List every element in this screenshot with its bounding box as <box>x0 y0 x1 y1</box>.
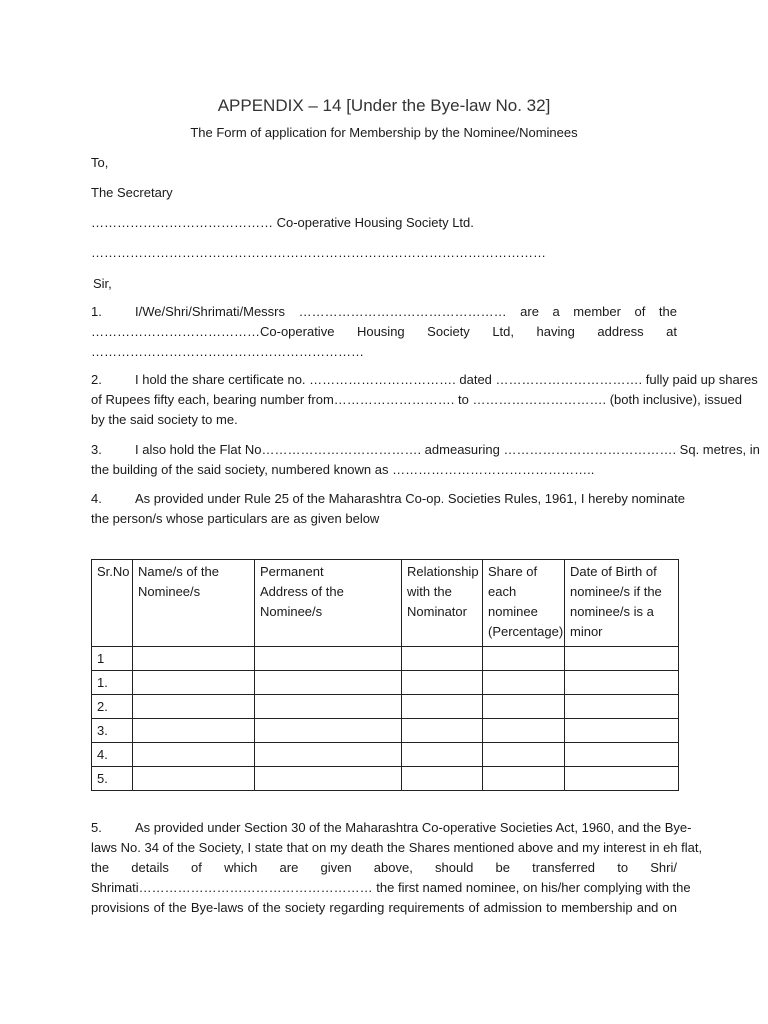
table-row <box>92 647 679 671</box>
table-row <box>92 719 679 743</box>
nominee-table <box>91 559 679 791</box>
clause-number: 5. <box>91 820 102 835</box>
clause-text: the building of the said society, numbered known as ……………………………………….. <box>91 462 595 477</box>
relationship-cell[interactable] <box>402 767 483 791</box>
row-number: 3. <box>92 719 133 743</box>
relationship-cell[interactable] <box>402 743 483 767</box>
relationship-cell[interactable] <box>402 719 483 743</box>
row-number: 1. <box>92 671 133 695</box>
header-nominee-name: Name/s of the Nominee/s <box>133 560 255 647</box>
table-row <box>92 695 679 719</box>
society-name-line: …………………………………… Co-operative Housing Society Ltd. <box>91 215 474 230</box>
clause-text: I hold the share certificate no. ……………………………. dated ……………………………. fully paid up shares <box>135 372 758 387</box>
dob-cell[interactable] <box>565 695 679 719</box>
table-row <box>92 671 679 695</box>
clause-text: Shrimati……………………………………………… the first named nominee, on his/her complying with the <box>91 880 691 895</box>
address-cell[interactable] <box>255 695 402 719</box>
clause-number: 3. <box>91 442 102 457</box>
clause-text: laws No. 34 of the Society, I state that on my death the Shares mentioned above and my interest in eh flat, <box>91 840 703 855</box>
share-cell[interactable] <box>483 671 565 695</box>
clause-text: of Rupees fifty each, bearing number from………………………. to …………………………. (both inclusive), issued <box>91 392 742 407</box>
address-cell[interactable] <box>255 767 402 791</box>
clause-4 <box>91 489 685 529</box>
table-row <box>92 743 679 767</box>
table-row <box>92 767 679 791</box>
clause-text: the details of which are given above, should be transferred to Shri/ <box>91 860 677 875</box>
address-cell[interactable] <box>255 647 402 671</box>
clause-text: As provided under Section 30 of the Maharashtra Co-operative Societies Act, 1960, and the Bye- <box>135 820 692 835</box>
address-cell[interactable] <box>255 671 402 695</box>
row-number: 2. <box>92 695 133 719</box>
header-relationship: Relationship with the Nominator <box>402 560 483 647</box>
clause-text: provisions of the Bye-laws of the society regarding requirements of admission to membership and on <box>91 900 677 915</box>
dob-cell[interactable] <box>565 719 679 743</box>
share-cell[interactable] <box>483 719 565 743</box>
share-cell[interactable] <box>483 767 565 791</box>
name-cell[interactable] <box>133 743 255 767</box>
relationship-cell[interactable] <box>402 647 483 671</box>
address-cell[interactable] <box>255 743 402 767</box>
row-number: 4. <box>92 743 133 767</box>
secretary-line: The Secretary <box>91 185 173 200</box>
row-number: 1 <box>92 647 133 671</box>
name-cell[interactable] <box>133 647 255 671</box>
clause-text: As provided under Rule 25 of the Maharashtra Co-op. Societies Rules, 1961, I hereby nominate <box>135 491 685 506</box>
name-cell[interactable] <box>133 767 255 791</box>
clause-text: I/We/Shri/Shrimati/Messrs ………………………………………… are a member of the <box>135 304 677 319</box>
header-permanent-address: Permanent Address of the Nominee/s <box>255 560 402 647</box>
clause-text: ……………………………………………………… <box>91 344 364 359</box>
clause-text: the person/s whose particulars are as given below <box>91 511 380 526</box>
relationship-cell[interactable] <box>402 671 483 695</box>
clause-number: 1. <box>91 304 102 319</box>
address-cell[interactable] <box>255 719 402 743</box>
clause-number: 4. <box>91 491 102 506</box>
table-header-row <box>92 560 679 647</box>
share-cell[interactable] <box>483 695 565 719</box>
dob-cell[interactable] <box>565 767 679 791</box>
name-cell[interactable] <box>133 719 255 743</box>
name-cell[interactable] <box>133 695 255 719</box>
relationship-cell[interactable] <box>402 695 483 719</box>
header-date-of-birth: Date of Birth of nominee/s if the nominee/s is a minor <box>565 560 679 647</box>
clause-1 <box>91 302 677 362</box>
share-cell[interactable] <box>483 743 565 767</box>
clause-5 <box>91 818 703 918</box>
clause-2 <box>91 370 758 430</box>
share-cell[interactable] <box>483 647 565 671</box>
page-title: APPENDIX – 14 [Under the Bye-law No. 32] <box>217 96 551 115</box>
clause-3 <box>91 440 760 480</box>
clause-text: by the said society to me. <box>91 412 238 427</box>
salutation: Sir, <box>93 276 112 291</box>
name-cell[interactable] <box>133 671 255 695</box>
page-subtitle: The Form of application for Membership by the Nominee/Nominees <box>190 125 578 140</box>
society-address-line: …………………………………………………………………………………………… <box>91 245 546 260</box>
dob-cell[interactable] <box>565 743 679 767</box>
clause-text: …………………………………Co-operative Housing Society Ltd, having address at <box>91 324 677 339</box>
dob-cell[interactable] <box>565 647 679 671</box>
header-sr-no: Sr.No <box>92 560 133 647</box>
dob-cell[interactable] <box>565 671 679 695</box>
row-number: 5. <box>92 767 133 791</box>
header-share: Share of each nominee (Percentage) <box>483 560 565 647</box>
clause-text: I also hold the Flat No………………………………. admeasuring …………………………………. Sq. metres, in <box>135 442 760 457</box>
clause-number: 2. <box>91 372 102 387</box>
to-line: To, <box>91 155 109 170</box>
